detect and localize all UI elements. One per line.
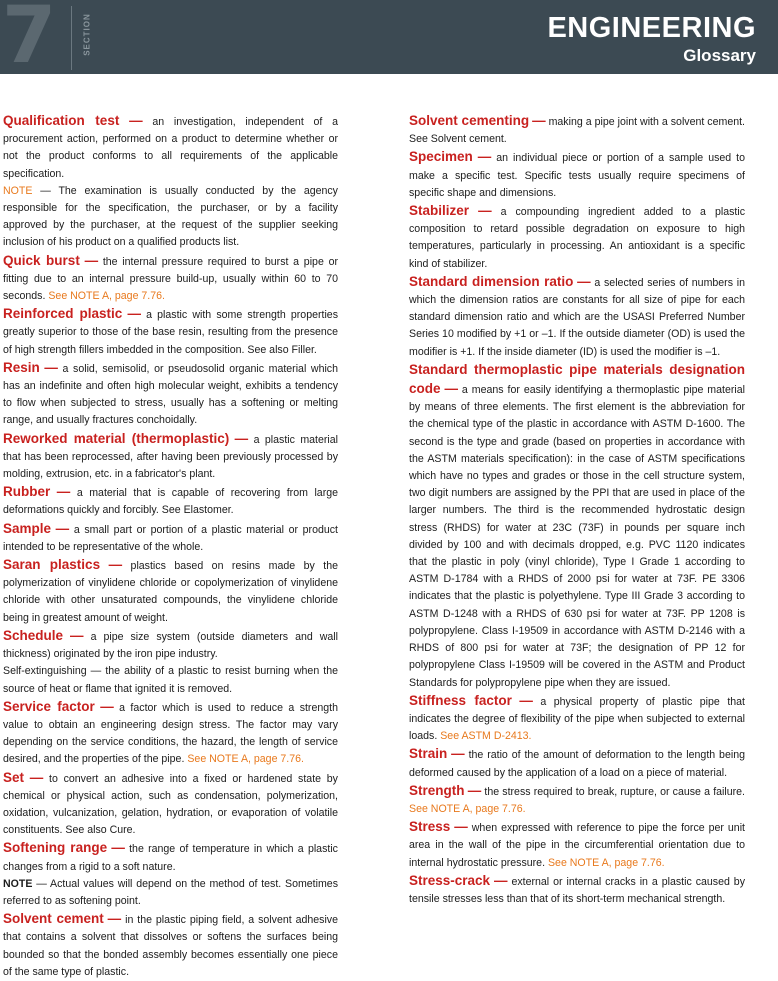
section-header [0,0,778,81]
glossary-term: Set [3,769,25,785]
term-dash: — [234,430,249,446]
glossary-entry [409,361,745,692]
entry-text: Self-extinguishing — the ability of a plastic to resist burning when the source of heat or flame that ignited it is removed. [3,665,338,695]
glossary-entry [3,520,338,556]
glossary-entry [3,359,338,430]
glossary-term: Saran plastics [3,557,101,573]
glossary-entry [409,872,745,908]
term-dash: — [477,149,492,165]
glossary-term: Standard dimension ratio [409,273,574,289]
glossary-term: Schedule [3,627,64,643]
definition-text: when expressed with reference to pipe the force per unit area in the wall of the pipe in the circumferential orientation due to internal hydrostatic pressure. [409,822,745,869]
page-subtitle: Glossary [683,46,756,65]
glossary-entry [3,305,338,359]
definition-text: a factor which is used to reduce a strength value to obtain an engineering design stress. The factor may vary depending on the service conditions, the hazard, the length of service desired, and the properties of the pipe. [3,701,338,766]
glossary-term: Stress-crack [409,872,491,888]
glossary-term: Resin [3,359,40,375]
term-dash: — [100,698,114,714]
glossary-term: Standard thermoplastic pipe materials designation code [409,361,745,397]
glossary-left-column [3,112,338,981]
term-dash: — [532,113,546,128]
note-dash: — [40,184,51,197]
glossary-term: Strain [409,746,448,762]
term-dash: — [129,113,143,128]
definition-text: the range of temperature in which a plastic changes from a rigid to a soft nature. [3,843,338,873]
definition-text: plastics based on resins made by the polymerization of vinylidene chloride or copolymerization of vinylidene chloride with other unsaturated compounds, the vinylidene chloride being in greatest amount of weight. [3,560,339,624]
definition-text: the ratio of the amount of deformation to the length being deformed caused by the application of a load on a piece of material. [409,749,745,779]
glossary-term: Softening range [3,840,108,856]
term-dash: — [454,819,468,835]
glossary-entry [409,782,745,818]
glossary-entry [3,698,338,769]
glossary-term: Specimen [409,149,473,165]
glossary-term: Qualification test [3,113,120,128]
definition-text: a solid, semisolid, or pseudosolid organic material which has an indefinite and often high molecular weight, exhibits a tendency to flow when subjected to stress, usually has a softening or melting range, and usually fractures conchoidally. [3,362,339,427]
glossary-term: Strength [409,782,465,798]
definition-text: to convert an adhesive into a fixed or hardened state by chemical or physical action, such as condensation, polymerization, oxidation, vulcanization, gelation, hydration, or evaporation of volatile constituents. See also Cure. [3,772,338,837]
term-dash: — [467,782,482,798]
definition-text: a pipe size system (outside diameters and wall thickness) originated by the iron pipe industry. [3,630,339,661]
glossary-entry [3,910,338,981]
definition-text: external or internal cracks in a plastic caused by tensile stresses less than that of its short-term mechanical strength. [409,875,745,905]
glossary-term: Solvent cement [3,911,104,927]
glossary-entry [3,556,338,627]
definition-text: a means for easily identifying a thermoplastic pipe material by means of three elements. The first element is the abbreviation for the chemical type of the plastic in accordance with ASTM D-1600. The second is the type and grade (based on properties in accordance with the ASTM materials specification): in the case of ASTM specifications which have no types and grades or those in the cell structure system, two digit numbers are assigned by the PPI that are used in place of the larger numbers. The third is the recommended hydrostatic design stress (RHDS) for water at 23C (73F) in pounds per square inch divided by 100 and with decimals dropped, e.g. PVC 1120 indicates that the plastic in poly (vinyl chloride), Type I Grade 1 according to ASTM D-1784 with a RHDS of 2000 psi for water at 73F. PE 3306 indicates that the plastic is polyethylene. Type III Grade 3 according to ASTM D-1248 with a RHDS of 630 psi for water at 73F. PP 1208 is polypropylene. Class I-19509 in accordance with ASTM D-2146 with a RHDS of 800 psi for water at 73F; the designation of PP 12 for polypropylene Class I-19509 will be covered in the ASTM and Product Standards for polypropylene pipe when they are issued. [409,384,745,689]
definition-text: in the plastic piping field, a solvent adhesive that contains a solvent that dissolves or softens the surfaces being bounded so that the bonded assembly becomes essentially one piece of the same type of plastic. [3,914,338,978]
definition-text: the stress required to break, rupture, or cause a failure. [484,785,745,798]
term-dash: — [70,627,84,643]
definition-text: a compounding ingredient added to a plastic composition to retard possible degradation on exposure to high temperatures, particularly in processing. An antioxidant is a specific kind of stabilizer. [409,206,745,270]
note-label: NOTE [3,877,33,890]
glossary-term: Solvent cementing [409,113,530,128]
glossary-entry [409,202,745,273]
cross-reference: See NOTE A, page 7.76. [187,753,304,766]
glossary-entry [3,112,338,183]
term-dash: — [478,203,492,219]
term-dash: — [107,911,122,927]
glossary-entry [3,183,338,252]
glossary-entry [3,839,338,875]
term-dash: — [56,484,71,500]
glossary-term: Service factor [3,698,95,714]
glossary-entry [3,663,338,697]
glossary-term: Sample [3,520,52,536]
term-dash: — [55,520,70,536]
term-dash: — [108,557,123,573]
section-number: 7 [2,0,57,81]
term-dash: — [127,306,141,322]
term-dash: — [111,840,125,856]
glossary-term: Quick burst [3,252,80,268]
glossary-entry [3,252,338,306]
definition-text: an investigation, independent of a procurement action, performed on a product to determine whether or not the product conforms to all requirements of the applicable specification. [3,116,338,180]
definition-text: a selected series of numbers in which the dimension ratios are constants for all size of pipe for each standard dimension ratio and which are the USASI Preferred Number Series 10 modified by +1 or –1. If the outside diameter (OD) is used the modifier is +1. If the inside diameter (ID) is used the modifier is –1. [409,276,745,358]
definition-text: the internal pressure required to burst a pipe or fitting due to an internal pressure build-up, usually within 60 to 70 seconds. [3,255,338,303]
glossary-term: Stress [409,819,451,835]
glossary-term: Reworked material (thermoplastic) [3,430,230,446]
section-divider [71,6,72,70]
glossary-entry [3,627,338,663]
glossary-right-column [409,112,745,908]
glossary-term: Stabilizer [409,203,470,219]
term-dash: — [44,359,58,375]
glossary-entry [409,112,745,148]
glossary-entry [3,483,338,519]
definition-text: a plastic material that has been reprocessed, after having been previously processed by molding, extrusion, etc. in a fabricator's plant. [3,433,339,481]
glossary-entry [409,148,745,202]
term-dash: — [444,381,458,397]
cross-reference: See ASTM D-2413. [440,730,532,743]
cross-reference: See NOTE A, page 7.76. [409,802,526,815]
glossary-entry [409,818,745,872]
glossary-entry [3,876,338,910]
definition-text: The examination is usually conducted by the agency responsible for the specification, the purchaser, or by a facility approved by the purchaser, at the request of the supplier seeking inclusion of his product on a qualified products list. [3,184,338,249]
glossary-term: Reinforced plastic [3,306,123,322]
glossary-entry [409,692,745,746]
note-label: NOTE [3,184,33,197]
glossary-term: Rubber [3,484,51,500]
term-dash: — [519,692,533,708]
glossary-entry [3,769,338,840]
glossary-entry [409,745,745,781]
term-dash: — [494,872,508,888]
note-dash: — [36,877,47,890]
definition-text: a physical property of plastic pipe that indicates the degree of flexibility of the pipe when subjected to external loads. [409,695,745,743]
glossary-entry [409,273,745,361]
definition-text: Actual values will depend on the method of test. Sometimes referred to as softening point. [3,877,338,907]
glossary-entry [3,430,338,484]
section-label: SECTION [82,13,92,56]
definition-text: a plastic with some strength properties greatly superior to those of the base resin, resulting from the presence of high strength fillers imbedded in the composition. See also Filler. [3,309,338,356]
definition-text: a material that is capable of recovering from large deformations quickly and forcibly. See Elastomer. [3,487,338,517]
definition-text: an individual piece or portion of a sample used to make a specific test. Specific tests usually require specimens of specific shape and dimensions. [409,152,745,199]
page-title: ENGINEERING [547,12,756,44]
definition-text: making a pipe joint with a solvent cement. See Solvent cement. [409,116,745,146]
cross-reference: See NOTE A, page 7.76. [48,290,165,303]
glossary-term: Stiffness factor [409,692,512,708]
term-dash: — [577,273,591,289]
cross-reference: See NOTE A, page 7.76. [547,856,665,869]
term-dash: — [29,769,44,785]
definition-text: a small part or portion of a plastic material or product intended to be representative of the whole. [3,523,338,553]
term-dash: — [84,252,99,268]
term-dash: — [451,746,465,762]
